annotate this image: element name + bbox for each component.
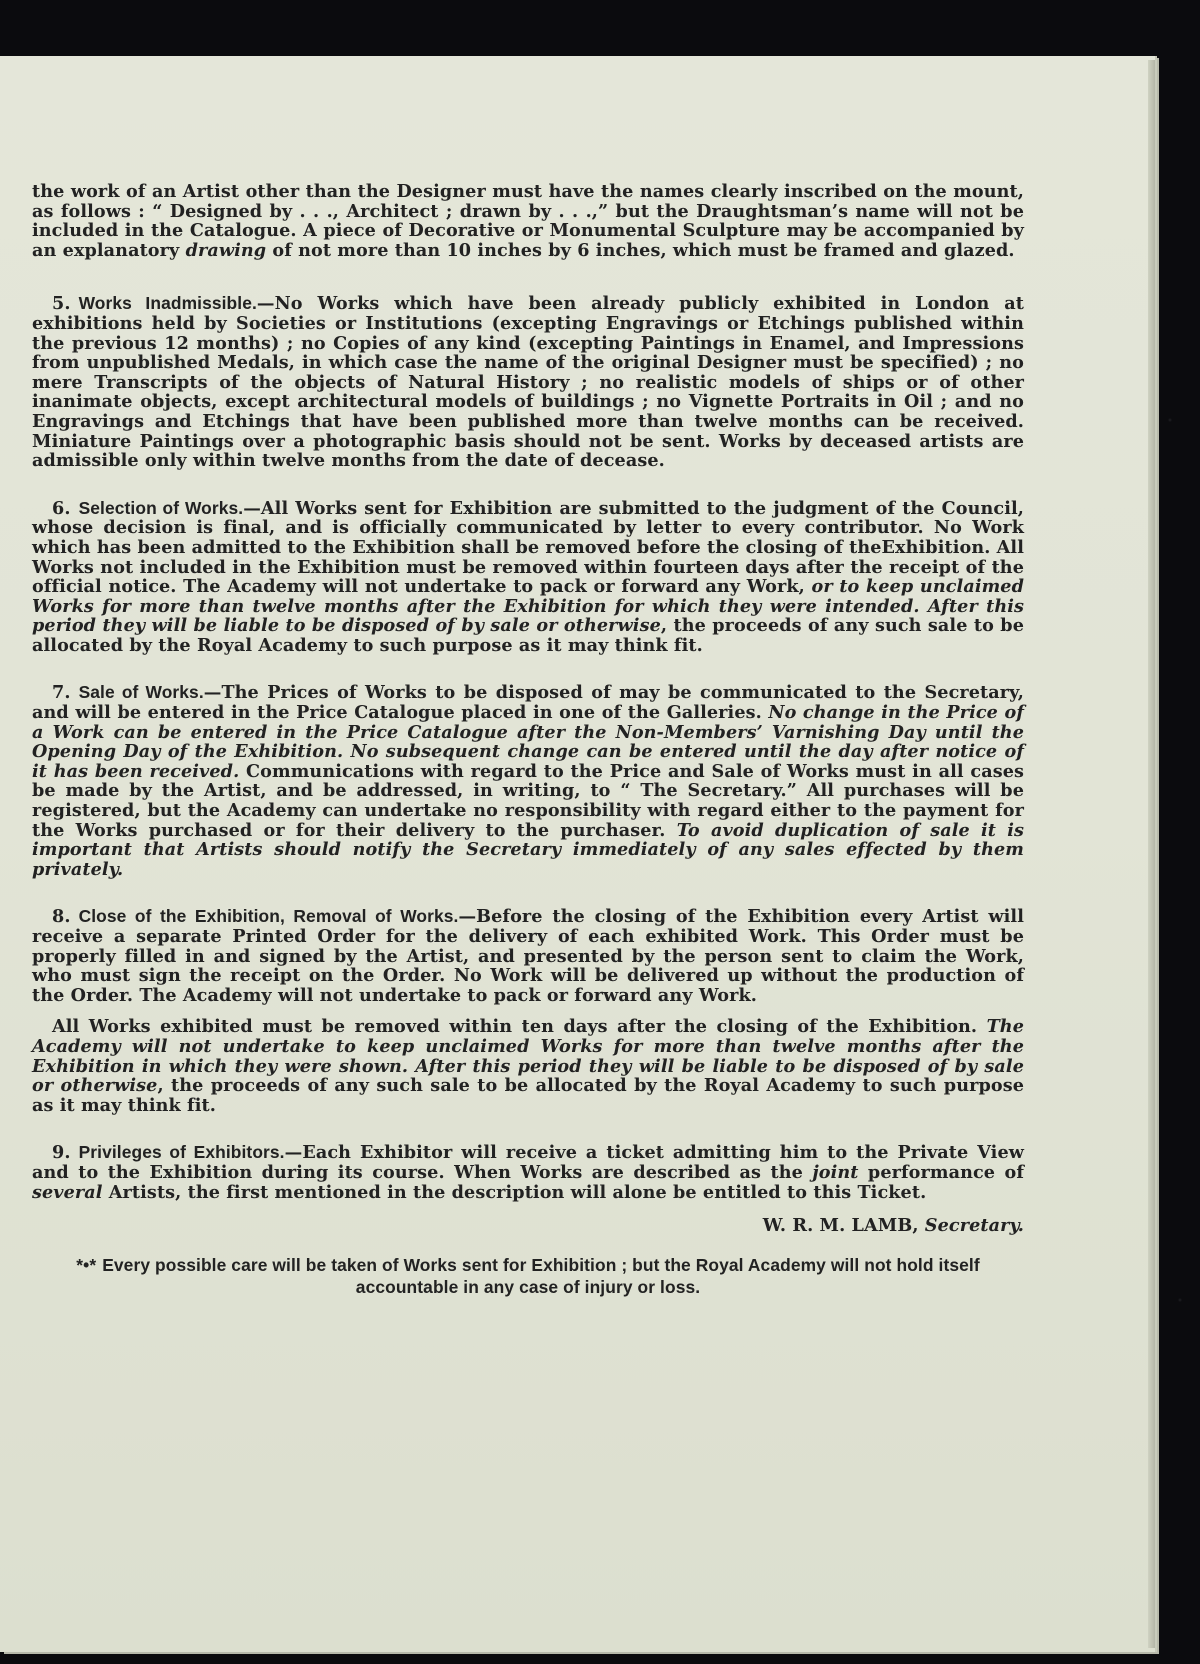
section-8-cont-text: All Works exhibited must be removed within ten days after the closing of the Exhibition.	[52, 1016, 987, 1038]
section-5	[32, 294, 1024, 470]
section-7-text-middle: Communications with regard to the Price and Sale of Works must in all cases be made by the Artist, and be addressed, in writing, to “ The Secretary.” All purchases will be registered, but the Academy can undertake no responsibility with regard either to the payment for the Works purchased or for their delivery to the purchaser.	[32, 760, 1024, 841]
signature-title: Secretary.	[924, 1215, 1024, 1237]
intro-paragraph	[32, 182, 1024, 260]
secretary-signature	[32, 1216, 1024, 1236]
section-6-italic: or to keep unclaimed Works for more than twelve months after the Exhibition for which they were intended. After this period they will be liable to be disposed of by sale or otherwise	[32, 576, 1025, 637]
section-7-italic: No change in the Price of a Work can be entered in the Price Catalogue after the Non-Members’ Varnishing Day until the Opening Day of the Exhibition. No subsequent change can be entered until the day after notice of it has been received.	[32, 702, 1025, 782]
section-6-heading: Selection of Works.	[78, 497, 244, 518]
section-8-heading: Close of the Exhibition, Removal of Works.	[78, 906, 459, 927]
section-5-heading: Works Inadmissible.	[78, 293, 257, 314]
section-6-number: 6.	[52, 497, 71, 519]
section-9-number: 9.	[52, 1142, 71, 1164]
section-8-continued	[32, 1017, 1024, 1115]
page-edge	[1148, 60, 1155, 1648]
section-7-text: —The Prices of Works to be disposed of may be communicated to the Secretary, and will be entered in the Price Catalogue placed in one of the Galleries.	[32, 682, 1025, 724]
section-7-number: 7.	[52, 682, 71, 704]
section-9-text-end: Artists, the first mentioned in the description will alone be entitled to this Ticket.	[102, 1181, 927, 1203]
section-5-number: 5.	[52, 293, 71, 315]
section-9-italic: joint	[812, 1161, 859, 1183]
intro-text: the work of an Artist other than the Designer must have the names clearly inscribed on the mount, as follows : “ Designed by . . ., Architect ; drawn by . . .,” but the Draughtsman’s name will not be included in the Catalogue. A piece of Decorative or Monumental Sculpture may be accompanied by an explanatory	[32, 181, 1024, 261]
section-9-heading: Privileges of Exhibitors.	[78, 1142, 285, 1163]
section-9	[32, 1143, 1024, 1202]
care-notice-text: Every possible care will be taken of Works sent for Exhibition ; but the Royal Academy will not hold itself accountable in any case of injury or loss.	[102, 1254, 980, 1297]
document-body	[32, 182, 1024, 1315]
section-7	[32, 683, 1024, 879]
section-9-text-middle: performance of	[858, 1161, 1025, 1183]
section-9-text: —Each Exhibitor will receive a ticket admitting him to the Private View and to the Exhibition during its course. When Works are described as the	[32, 1142, 1024, 1183]
asterism-icon: *•*	[76, 1254, 97, 1275]
section-8-number: 8.	[52, 906, 71, 928]
care-notice	[32, 1254, 1024, 1298]
section-5-text: —No Works which have been already publicly exhibited in London at exhibitions held by Societies or Institutions (excepting Engravings or Etchings published within the previous 12 months) ; no Copies of any kind (excepting Paintings in Enamel, and Impressions from unpublished Medals, in which case the name of the original Designer must be specified) ; no mere Transcripts of the objects of Natural History ; no realistic models of ships or of other inanimate objects, except architectural models of buildings ; no Vignette Portraits in Oil ; and no Engravings and Etchings that have been published more than twelve months can be received. Miniature Paintings over a photographic basis should not be sent. Works by deceased artists are admissible only within twelve months from the date of decease.	[32, 293, 1024, 472]
section-7-heading: Sale of Works.	[78, 682, 204, 703]
section-6-text: —All Works sent for Exhibition are submitted to the judgment of the Council, whose decision is final, and is officially communicated by letter to every contributor. No Work which has been admitted to the Exhibition shall be removed before the closing of theExhibition. All Works not included in the Exhibition must be removed within fourteen days after the receipt of the official notice. The Academy will not undertake to pack or forward any Work,	[32, 497, 1024, 598]
intro-italic: drawing	[185, 239, 267, 261]
intro-text-end: of not more than 10 inches by 6 inches, which must be framed and glazed.	[266, 239, 1015, 261]
section-8-text: —Before the closing of the Exhibition every Artist will receive a separate Printed Order for the delivery of each exhibited Work. This Order must be properly filled in and signed by the Artist, and presented by the person sent to claim the Work, who must sign the receipt on the Order. No Work will be delivered up without the production of the Order. The Academy will not undertake to pack or forward any Work.	[32, 906, 1025, 1006]
signature-name: W. R. M. LAMB,	[762, 1215, 919, 1237]
section-8	[32, 907, 1024, 1005]
section-8-cont-italic: The Academy will not undertake to keep unclaimed Works for more than twelve months after the Exhibition in which they were shown. After this period they will be liable to be disposed of by sale or otherwise	[32, 1016, 1024, 1097]
section-7-italic-2: To avoid duplication of sale it is important that Artists should notify the Secretary immediately of any sales effected by them privately.	[32, 819, 1024, 880]
section-6	[32, 499, 1024, 656]
section-6-text-end: , the proceeds of any such sale to be allocated by the Royal Academy to such purpose as it may think fit.	[32, 615, 1024, 656]
section-8-cont-end: , the proceeds of any such sale to be allocated by the Royal Academy to such purpose as it may think fit.	[32, 1075, 1025, 1116]
section-9-italic-2: several	[32, 1181, 103, 1203]
